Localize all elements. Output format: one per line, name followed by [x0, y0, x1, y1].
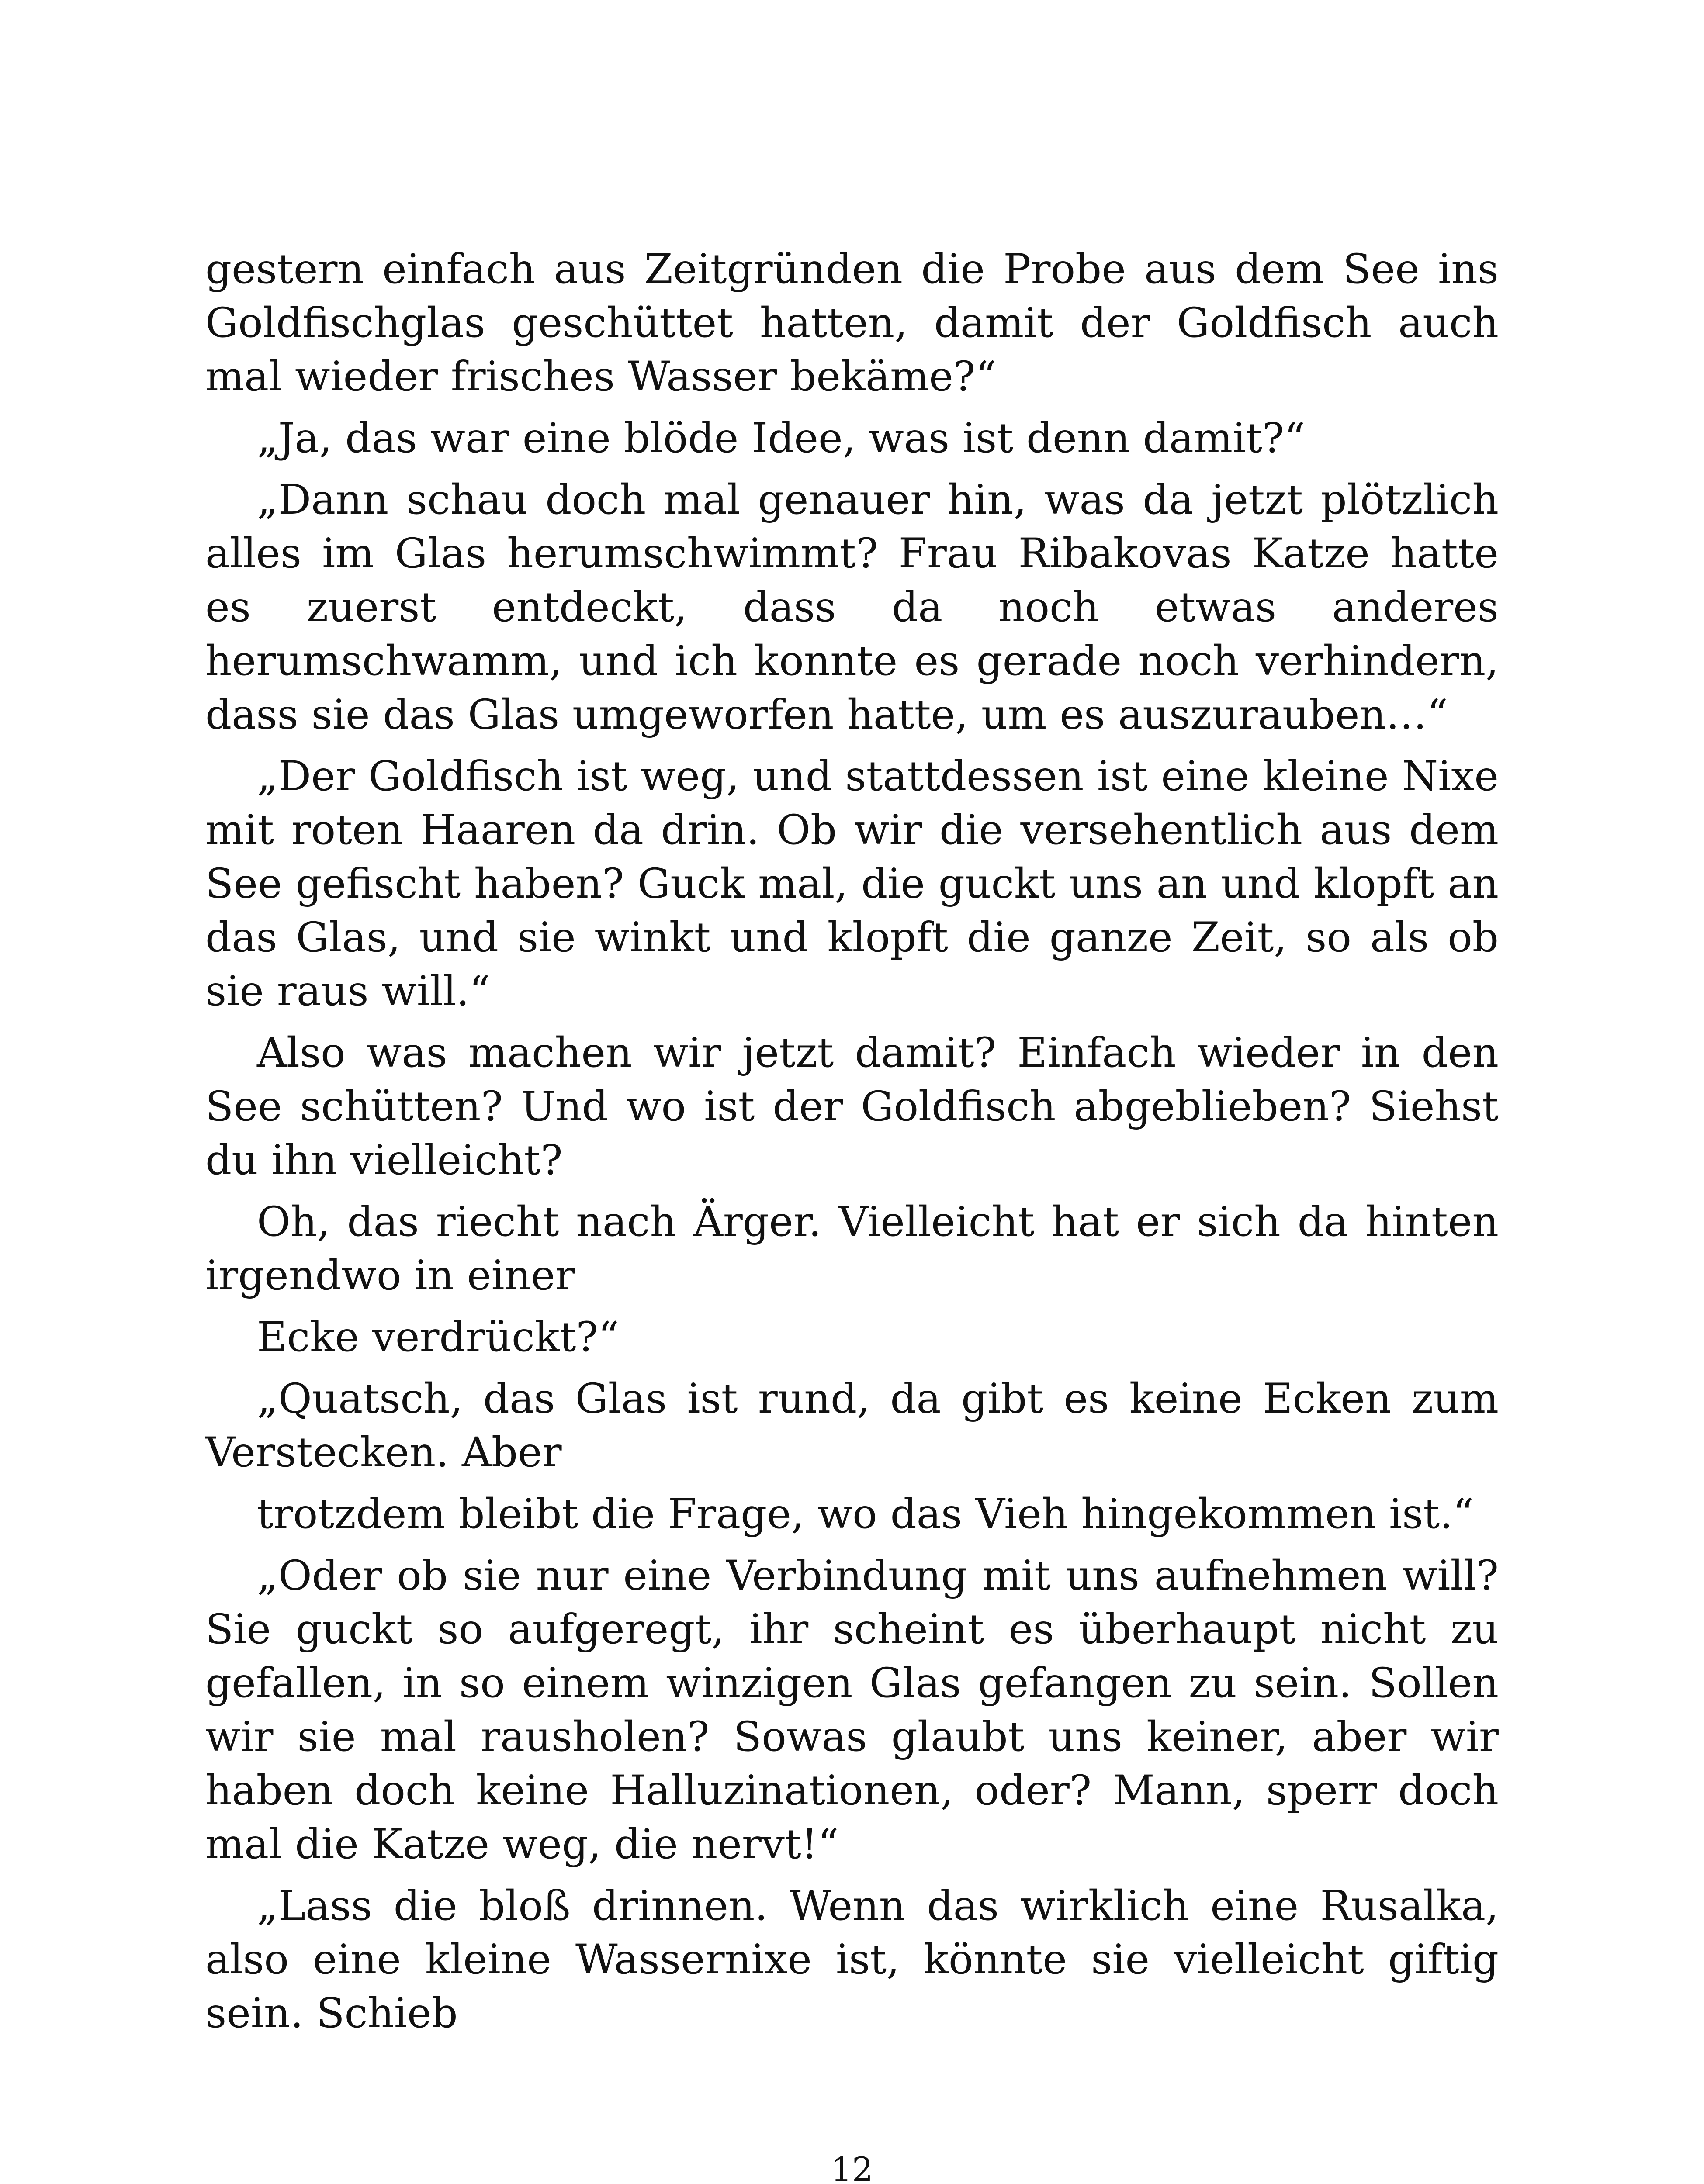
paragraph-6: Oh, das riecht nach Ärger. Vielleicht hat er sich da hinten irgendwo in einer: [205, 1198, 1499, 1299]
paragraph-10: „Oder ob sie nur eine Verbindung mit uns aufnehmen will? Sie guckt so aufgeregt, ihr scheint es überhaupt nicht zu gefallen, in so einem winzigen Glas gefangen zu sein. Sollen wir sie mal rausholen? Sowas glaubt uns keiner, aber wir haben doch keine Halluzinationen, oder? Mann, sperr doch mal die Katze weg, die nervt!“: [205, 1552, 1499, 1868]
paragraph-9: trotzdem bleibt die Frage, wo das Vieh hingekommen ist.“: [257, 1490, 1474, 1538]
paragraph-7: Ecke verdrückt?“: [257, 1313, 619, 1361]
paragraph-2: „Ja, das war eine blöde Idee, was ist denn damit?“: [257, 415, 1306, 462]
paragraph-4: „Der Goldfisch ist weg, und stattdessen ist eine kleine Nixe mit roten Haaren da drin. Ob wir die versehentlich aus dem See gefischt haben? Guck mal, die guckt uns an und klopft an das Glas, und sie winkt und klopft die ganze Zeit, so als ob sie raus will.“: [205, 753, 1499, 1015]
paragraph-1: gestern einfach aus Zeitgründen die Probe aus dem See ins Goldfischglas geschüttet hatten, damit der Goldfisch auch mal wieder frisches Wasser bekäme?“: [205, 245, 1499, 401]
paragraph-5: Also was machen wir jetzt damit? Einfach wieder in den See schütten? Und wo ist der Goldfisch abgeblieben? Siehst du ihn vielleicht?: [205, 1029, 1499, 1184]
paragraph-11: „Lass die bloß drinnen. Wenn das wirklich eine Rusalka, also eine kleine Wassernixe ist, könnte sie vielleicht giftig sein. Schieb: [205, 1882, 1499, 2037]
paragraph-8: „Quatsch, das Glas ist rund, da gibt es keine Ecken zum Verstecken. Aber: [205, 1375, 1499, 1476]
page-number: 12: [831, 2150, 873, 2184]
paragraph-3: „Dann schau doch mal genauer hin, was da jetzt plötzlich alles im Glas herumschwimmt? Frau Ribakovas Katze hatte es zuerst entdeckt, dass da noch etwas anderes herumschwamm, und ich konnte es gerade noch verhindern, dass sie das Glas umgeworfen hatte, um es auszurauben…“: [205, 476, 1499, 739]
body-text: [205, 242, 1499, 2040]
